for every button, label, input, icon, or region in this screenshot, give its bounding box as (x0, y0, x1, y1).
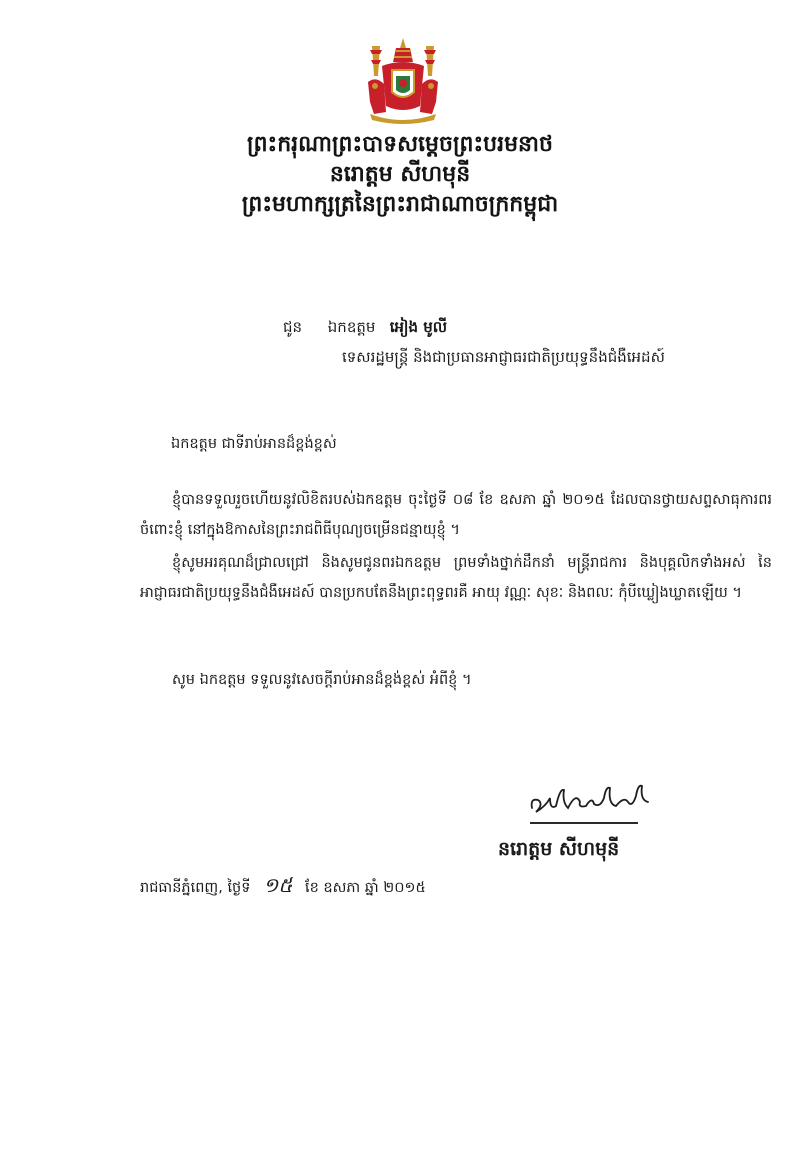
king-name: នរោត្តម សីហមុនី (329, 162, 471, 187)
royal-title: ព្រះករុណាព្រះបាទសម្តេចព្រះបរមនាថ (247, 132, 553, 157)
date-prefix: រាជធានីភ្នំពេញ, ថ្ងៃទី (140, 880, 251, 896)
recipient-block (283, 312, 665, 372)
king-designation: ព្រះមហាក្សត្រនៃព្រះរាជាណាចក្រកម្ពុជា (241, 192, 559, 217)
salutation: ឯកឧត្តម ជាទីរាប់អានដ៏ខ្ពង់ខ្ពស់ (171, 436, 337, 452)
recipient-name: អៀង មូលី (389, 318, 448, 336)
date-line (140, 872, 426, 902)
body-paragraph: ខ្ញុំបានទទួលរួចហើយនូវលិខិតរបស់ឯកឧត្តម ចុះថ្ងៃទី ០៨ ខែ ឧសភា ឆ្នាំ ២០១៥ ដែលបានថ្វាយសព្ទសាធុការពរចំពោះខ្ញុំ នៅក្នុងឱកាសនៃព្រះរាជពិធីបុណ្យចម្រើនជន្មាយុខ្ញុំ ។ (140, 492, 772, 538)
body-paragraph: ខ្ញុំសូមអរគុណដ៏ជ្រាលជ្រៅ និងសូមជូនពរឯកឧត្តម ព្រមទាំងថ្នាក់ដឹកនាំ មន្រ្តីរាជការ និងបុគ្គលិកទាំងអស់ នៃអាជ្ញាធរជាតិប្រយុទ្ធនឹងជំងឺអេដស៍ បានប្រកបតែនឹងព្រះពុទ្ធពរគឺ អាយុ វណ្ណៈ សុខៈ និងពលៈ កុំបីឃ្លៀងឃ្លាតឡើយ ។ (140, 555, 772, 601)
recipient-role: ទេសរដ្ឋមន្រ្តី និងជាប្រធានអាជ្ញាធរជាតិប្រយុទ្ធនឹងជំងឺអេដស៍ (342, 348, 665, 366)
royal-coat-of-arms-icon (360, 36, 446, 124)
date-suffix: ខែ ឧសភា ឆ្នាំ ២០១៥ (304, 880, 426, 896)
handwritten-signature (520, 778, 670, 828)
signer-name: នរោត្តម សីហមុនី (498, 838, 620, 860)
recipient-title: ឯកឧត្តម (327, 318, 376, 336)
body-paragraph: សូម ឯកឧត្តម ទទួលនូវសេចក្តីរាប់អានដ៏ខ្ពង់ខ្ពស់ អំពីខ្ញុំ ។ (172, 672, 472, 688)
signature-line (530, 822, 638, 824)
date-day: ១៥ (263, 873, 293, 897)
to-label: ជូន (283, 318, 303, 336)
